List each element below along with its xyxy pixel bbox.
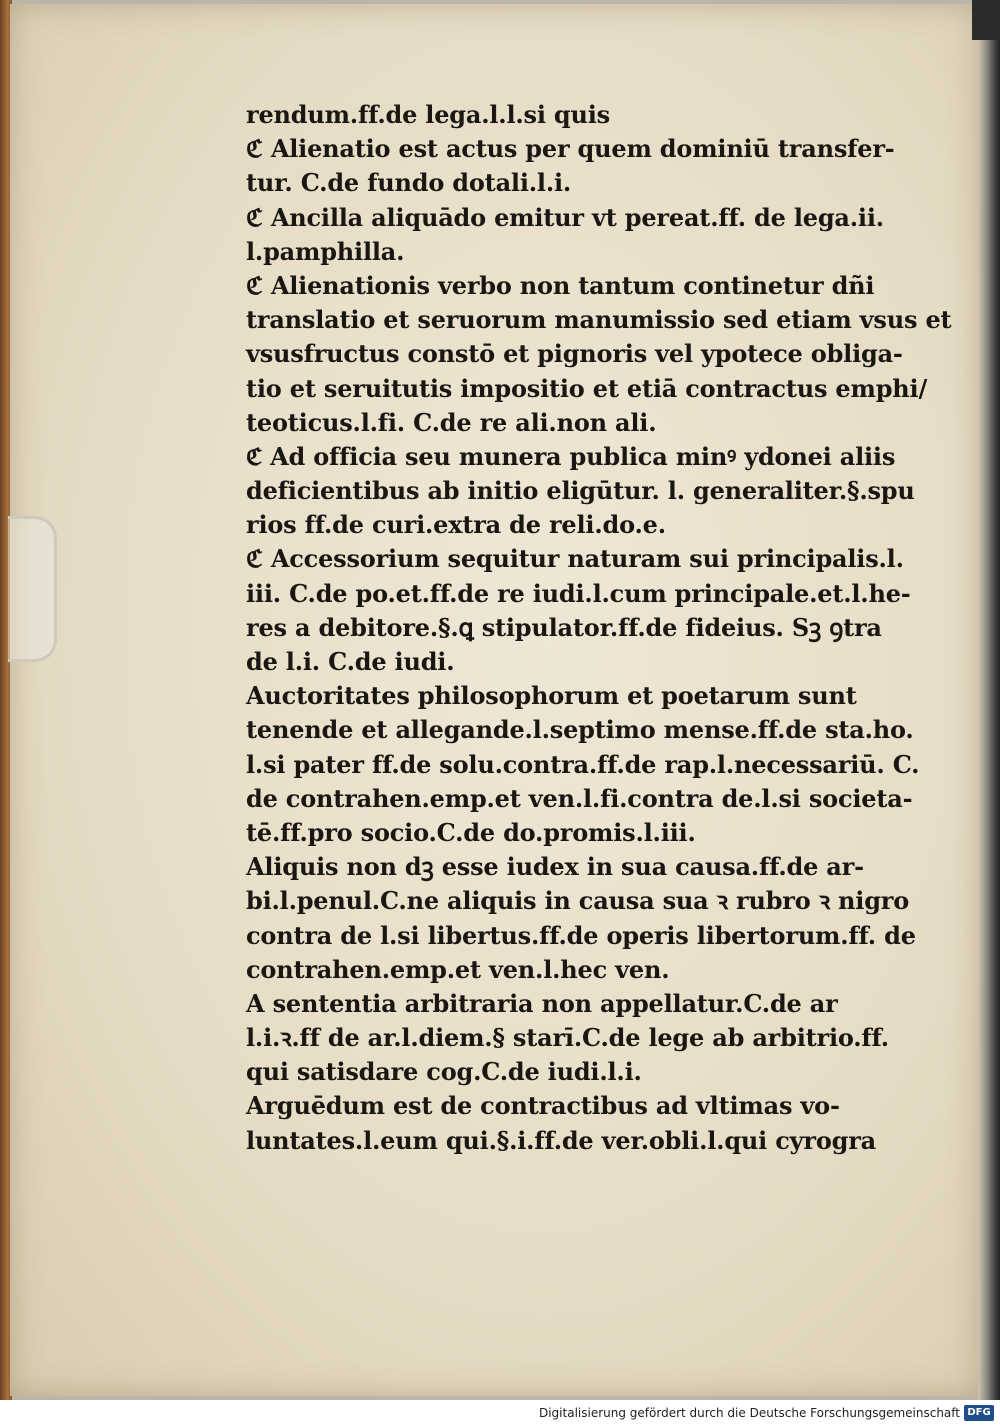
text-line: tenende et allegande.l.septimo mense.ff.de sta.ho. <box>246 715 914 745</box>
text-line: tē.ff.pro socio.C.de do.promis.l.iii. <box>246 817 696 847</box>
funding-credit: Digitalisierung gefördert durch die Deutsche Forschungsgemeinschaft <box>538 1406 960 1420</box>
text-line: ℭ Ancilla aliquādo emitur vt pereat.ff. de lega.ii. <box>246 202 884 232</box>
text-line: tur. C.de fundo dotali.l.i. <box>246 168 572 198</box>
text-line: res a debitore.§.ꝗ stipulator.ff.de fideius. Sꝫ ꝯtra <box>246 612 882 642</box>
text-line: tio et seruitutis impositio et etiā contractus emphi/ <box>246 373 928 403</box>
text-line: l.pamphilla. <box>246 236 405 266</box>
text-line: Auctoritates philosophorum et poetarum sunt <box>246 681 857 711</box>
text-line: ℭ Ad officia seu munera publica minꝰ ydonei aliis <box>246 441 896 471</box>
text-line: qui satisdare cog.C.de iudi.l.i. <box>246 1057 642 1087</box>
text-line: l.si pater ff.de solu.contra.ff.de rap.l.necessariū. C. <box>246 749 920 779</box>
text-line: de contrahen.emp.et ven.l.fi.contra de.l.si societa- <box>246 783 913 813</box>
book-right-edge <box>978 0 1000 1400</box>
footer-bar <box>0 1400 1000 1428</box>
text-line: vsusfructus constō et pignoris vel ypotece obliga- <box>246 339 903 369</box>
text-line: ℭ Alienatio est actus per quem dominiū transfer- <box>246 134 895 164</box>
text-line: contrahen.emp.et ven.l.hec ven. <box>246 954 670 984</box>
dfg-logo-icon: DFG <box>964 1405 994 1421</box>
text-line: luntates.l.eum qui.§.i.ff.de ver.obli.l.qui cyrogra <box>246 1125 877 1155</box>
text-line: ℭ Accessorium sequitur naturam sui principalis.l. <box>246 544 904 574</box>
text-line: rios ff.de curi.extra de reli.do.e. <box>246 510 666 540</box>
text-line: teoticus.l.fi. C.de re ali.non ali. <box>246 407 657 437</box>
text-line: Aliquis non dꝫ esse iudex in sua causa.ff.de ar- <box>246 852 864 882</box>
text-line: translatio et seruorum manumissio sed etiam vsus et <box>246 305 952 335</box>
text-line: contra de l.si libertus.ff.de operis libertorum.ff. de <box>246 920 916 950</box>
text-line: l.i.ꝛ.ff de ar.l.diem.§ starī.C.de lege ab arbitrio.ff. <box>246 1023 889 1053</box>
text-line: ℭ Alienationis verbo non tantum continetur dñi <box>246 270 875 300</box>
text-line: de l.i. C.de iudi. <box>246 647 455 676</box>
text-line: Arguēdum est de contractibus ad vltimas vo- <box>246 1091 840 1121</box>
text-line: bi.l.penul.C.ne aliquis in causa sua ꝛ rubro ꝛ nigro <box>246 886 910 916</box>
printed-text-block <box>246 98 952 1158</box>
text-line: iii. C.de po.et.ff.de re iudi.l.cum principale.et.l.he- <box>246 578 911 608</box>
text-line: deficientibus ab initio eligūtur. l. generaliter.§.spu <box>246 476 915 506</box>
page-clip <box>8 516 57 662</box>
text-line: A sententia arbitraria non appellatur.C.de ar <box>246 988 838 1018</box>
text-line: rendum.ff.de lega.l.l.si quis <box>246 100 610 129</box>
scan-corner <box>972 0 1000 40</box>
